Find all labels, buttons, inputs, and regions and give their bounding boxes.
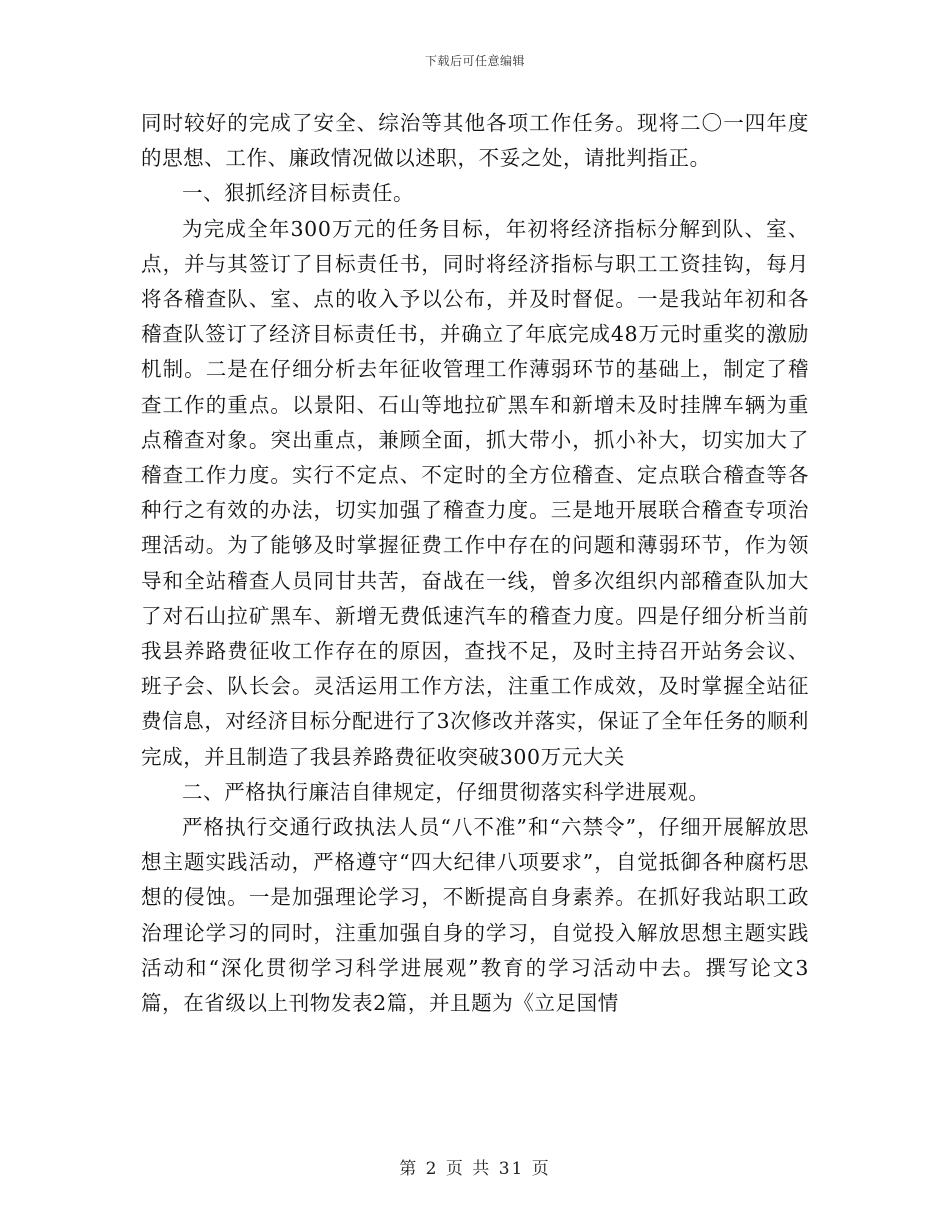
body-paragraph: 严格执行交通行政执法人员“八不准”和“六禁令”，仔细开展解放思想主题实践活动，严格遵守“四大纪律八项要求”，自觉抵御各种腐朽思想的侵蚀。一是加强理论学习，不断提高自身素养。在抓好我站职工政治理论学习的同时，注重加强自身的学习，自觉投入解放思想主题实践活动和“深化贯彻学习科学进展观”教育的学习活动中去。撰写论文3篇，在省级以上刊物发表2篇，并且题为《立足国情 — [141, 815, 809, 1016]
body-paragraph: 为完成全年300万元的任务目标，年初将经济指标分解到队、室、点，并与其签订了目标责任书，同时将经济指标与职工工资挂钩，每月将各稽查队、室、点的收入予以公布，并及时督促。一是我站年初和各稽查队签订了经济目标责任书，并确立了年底完成48万元时重奖的激励机制。二是在仔细分析去年征收管理工作薄弱环节的基础上，制定了稽查工作的重点。以景阳、石山等地拉矿黑车和新增未及时挂牌车辆为重点稽查对象。突出重点，兼顾全面，抓大带小，抓小补大，切实加大了稽查工作力度。实行不定点、不定时的全方位稽查、定点联合稽查等各种行之有效的办法，切实加强了稽查力度。三是地开展联合稽查专项治理活动。为了能够及时掌握征费工作中存在的问题和薄弱环节，作为领导和全站稽查人员同甘共苦，奋战在一线，曾多次组织内部稽查队加大了对石山拉矿黑车、新增无费低速汽车的稽查力度。四是仔细分析当前我县养路费征收工作存在的原因，查找不足，及时主持召开站务会议、班子会、队长会。灵活运用工作方法，注重工作成效，及时掌握全站征费信息，对经济目标分配进行了3次修改并落实，保证了全年任务的顺利完成，并且制造了我县养路费征收突破300万元大关 — [141, 216, 809, 769]
body-paragraph: 同时较好的完成了安全、综治等其他各项工作任务。现将二〇一四年度的思想、工作、廉政情况做以述职，不妥之处，请批判指正。 — [141, 111, 809, 171]
page-number-footer: 第 2 页 共 31 页 — [399, 1159, 551, 1179]
section-heading: 二、严格执行廉洁自律规定，仔细贯彻落实科学进展观。 — [182, 779, 710, 804]
page-header: 下载后可任意编辑 — [424, 54, 525, 68]
document-body — [141, 106, 809, 1021]
section-heading: 一、狠抓经济目标责任。 — [182, 181, 415, 206]
